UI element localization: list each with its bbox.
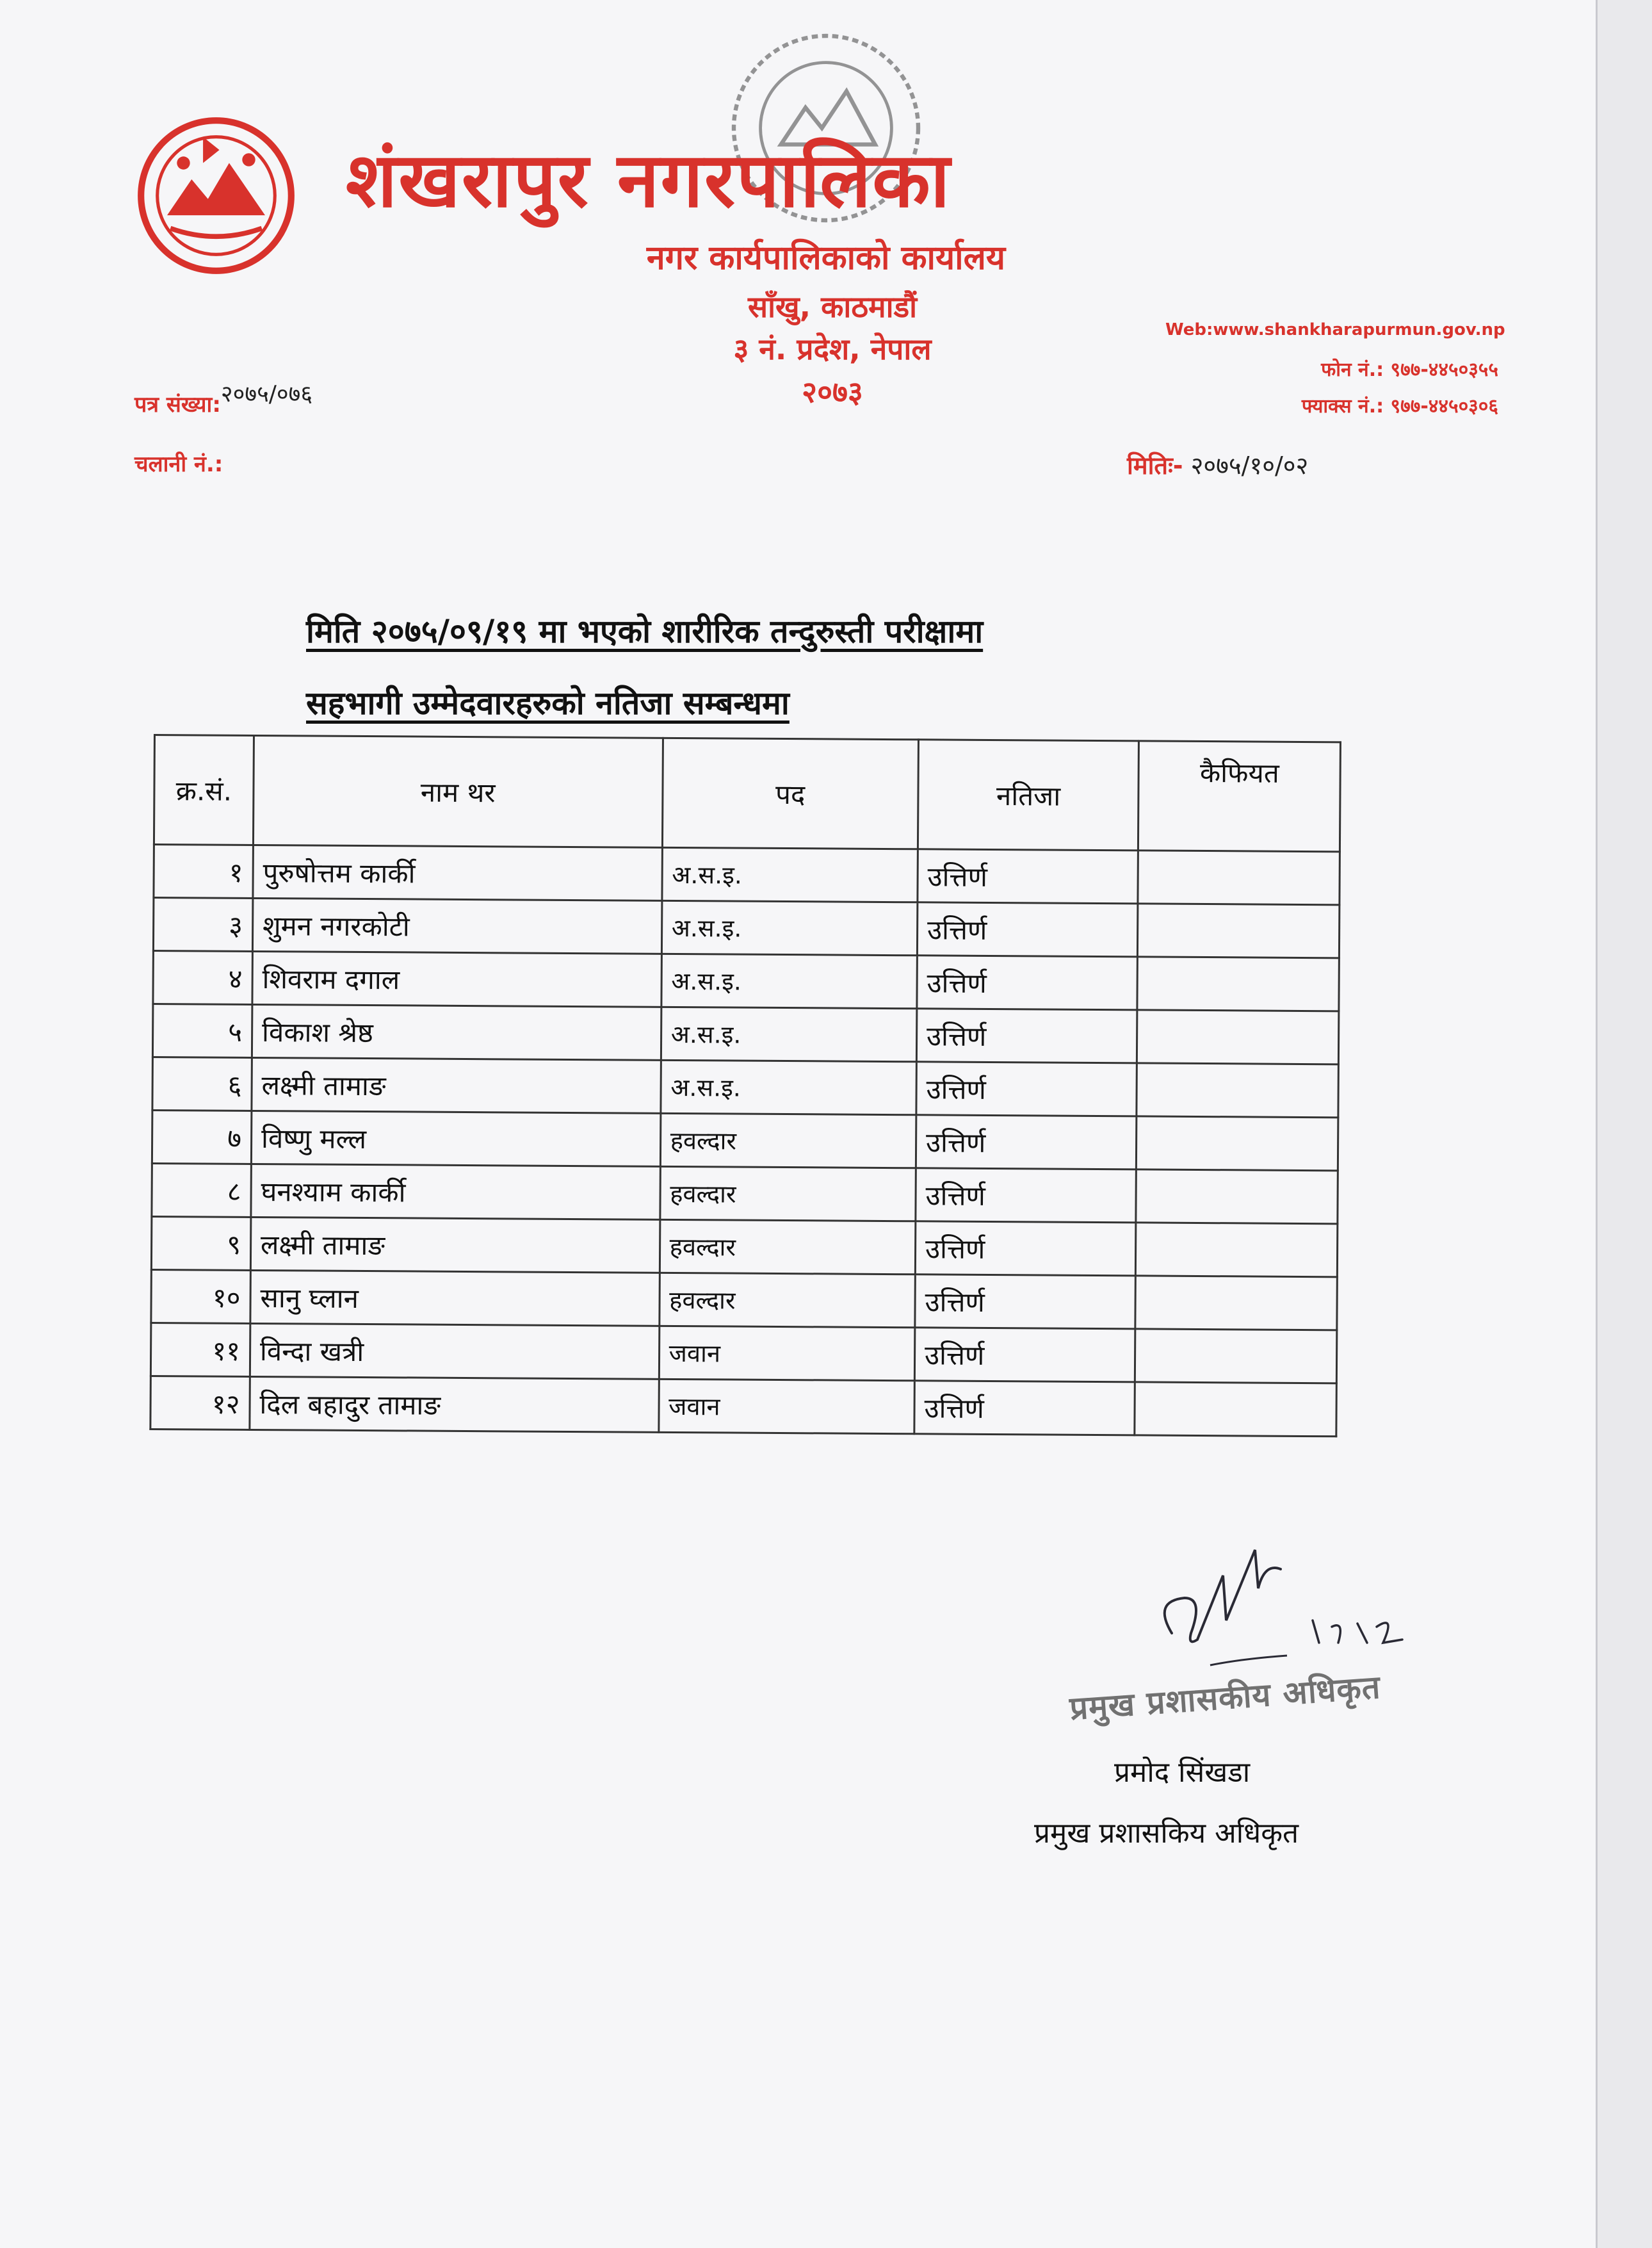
row-result: उत्तिर्ण bbox=[914, 1381, 1135, 1435]
handwritten-signature bbox=[1127, 1537, 1434, 1684]
row-post: अ.स.इ. bbox=[661, 954, 918, 1008]
row-name: लक्ष्मी तामाङ bbox=[250, 1217, 660, 1273]
row-serial: १ bbox=[154, 845, 253, 899]
subject-line-2: सहभागी उम्मेदवारहरुको नतिजा सम्बन्धमा bbox=[306, 685, 790, 722]
row-name: शुमन नगरकोटी bbox=[252, 898, 661, 954]
row-remarks bbox=[1137, 1116, 1338, 1171]
row-remarks bbox=[1136, 1169, 1338, 1224]
row-post: जवान bbox=[659, 1326, 915, 1380]
header-name: नाम थर bbox=[253, 735, 663, 847]
row-post: अ.स.इ. bbox=[661, 1007, 917, 1061]
row-result: उत्तिर्ण bbox=[918, 849, 1138, 904]
table-row bbox=[152, 1004, 1338, 1064]
header-post: पद bbox=[662, 738, 918, 849]
row-name: विन्दा खत्री bbox=[250, 1323, 659, 1379]
row-name: लक्ष्मी तामाङ bbox=[252, 1057, 661, 1113]
header-year: २०७३ bbox=[802, 375, 863, 409]
date-value: २०७५/१०/०२ bbox=[1190, 452, 1309, 480]
row-remarks bbox=[1135, 1329, 1337, 1383]
subject-line-1: मिति २०७५/०९/१९ मा भएको शारीरिक तन्दुरुस्ती परीक्षामा bbox=[306, 613, 984, 650]
signatory-title: प्रमुख प्रशासकिय अधिकृत bbox=[1034, 1817, 1299, 1850]
row-serial: ४ bbox=[153, 951, 252, 1005]
address-line-1: साँखु, काठमाडौं bbox=[747, 289, 918, 324]
fax-number: फ्याक्स नं.: ९७७-४४५०३०६ bbox=[1301, 395, 1498, 418]
row-post: अ.स.इ. bbox=[662, 847, 918, 902]
row-remarks bbox=[1137, 1063, 1338, 1118]
phone-number: फोन नं.: ९७७-४४५०३५५ bbox=[1321, 359, 1498, 381]
dispatch-number-label: चलानी नं.: bbox=[134, 452, 223, 477]
row-post: जवान bbox=[658, 1379, 914, 1433]
table-row bbox=[153, 951, 1339, 1011]
row-result: उत्तिर्ण bbox=[916, 1009, 1137, 1063]
row-name: शिवराम दगाल bbox=[252, 951, 661, 1007]
website-link[interactable]: Web:www.shankharapurmun.gov.np bbox=[1165, 320, 1505, 339]
row-name: विकाश श्रेष्ठ bbox=[252, 1004, 661, 1060]
table-row bbox=[150, 1323, 1336, 1383]
row-remarks bbox=[1138, 851, 1340, 905]
letter-number-value: २०७५/०७६ bbox=[220, 381, 313, 407]
row-result: उत्तिर्ण bbox=[916, 1168, 1137, 1223]
row-serial: ९ bbox=[151, 1216, 250, 1270]
row-post: अ.स.इ. bbox=[661, 900, 918, 955]
row-remarks bbox=[1135, 1382, 1336, 1437]
table-row bbox=[154, 845, 1340, 905]
header-result: नतिजा bbox=[918, 740, 1138, 851]
table-row bbox=[152, 1110, 1338, 1170]
table-header-row bbox=[154, 735, 1340, 852]
letter-number bbox=[134, 381, 313, 419]
row-serial: ८ bbox=[152, 1163, 251, 1217]
address-line-2: ३ नं. प्रदेश, नेपाल bbox=[733, 332, 932, 366]
table-row bbox=[152, 1057, 1338, 1117]
row-serial: ५ bbox=[152, 1004, 252, 1058]
scan-edge bbox=[1596, 0, 1652, 2248]
table-row bbox=[151, 1269, 1337, 1330]
office-name: नगर कार्यपालिकाको कार्यालय bbox=[646, 239, 1006, 277]
row-result: उत्तिर्ण bbox=[914, 1328, 1135, 1382]
row-remarks bbox=[1138, 904, 1340, 958]
row-remarks bbox=[1137, 1010, 1339, 1064]
row-serial: १२ bbox=[150, 1376, 250, 1429]
row-serial: १० bbox=[151, 1269, 250, 1323]
municipality-name: शंखरापुर नगरपालिका bbox=[346, 136, 952, 224]
row-post: हवल्दार bbox=[660, 1113, 916, 1168]
row-remarks bbox=[1135, 1276, 1337, 1330]
row-result: उत्तिर्ण bbox=[916, 1115, 1137, 1169]
row-remarks bbox=[1137, 957, 1339, 1011]
row-serial: ३ bbox=[153, 898, 252, 952]
row-result: उत्तिर्ण bbox=[915, 1275, 1136, 1329]
row-remarks bbox=[1136, 1223, 1338, 1277]
letter-date bbox=[1127, 448, 1308, 482]
row-result: उत्तिर्ण bbox=[917, 902, 1138, 957]
row-result: उत्तिर्ण bbox=[916, 1062, 1137, 1116]
row-name: विष्णु मल्ल bbox=[251, 1111, 660, 1166]
header-remarks: कैफियत bbox=[1138, 741, 1341, 852]
row-name: पुरुषोत्तम कार्की bbox=[253, 845, 662, 900]
results-table bbox=[149, 734, 1341, 1437]
row-post: हवल्दार bbox=[660, 1273, 916, 1327]
table-row bbox=[152, 1163, 1338, 1223]
table-body bbox=[150, 845, 1340, 1437]
table-row bbox=[150, 1376, 1336, 1436]
row-result: उत्तिर्ण bbox=[915, 1221, 1136, 1276]
row-name: घनश्याम कार्की bbox=[251, 1164, 660, 1219]
row-post: अ.स.इ. bbox=[661, 1060, 917, 1114]
row-name: दिल बहादुर तामाङ bbox=[250, 1376, 659, 1432]
table-row bbox=[151, 1216, 1337, 1276]
row-serial: ११ bbox=[150, 1323, 250, 1376]
row-name: सानु घ्लान bbox=[250, 1270, 660, 1326]
nepal-emblem-icon bbox=[134, 114, 298, 277]
signatory-name: प्रमोद सिंखडा bbox=[1114, 1756, 1251, 1789]
row-post: हवल्दार bbox=[660, 1166, 916, 1221]
letter-number-label: पत्र संख्या: bbox=[134, 392, 221, 418]
row-serial: ७ bbox=[152, 1110, 251, 1164]
row-post: हवल्दार bbox=[660, 1219, 916, 1274]
row-result: उत्तिर्ण bbox=[917, 956, 1138, 1010]
date-label: मितिः- bbox=[1127, 452, 1183, 480]
row-serial: ६ bbox=[152, 1057, 252, 1111]
header-serial: क्र.सं. bbox=[154, 735, 254, 845]
table-row bbox=[153, 898, 1339, 958]
designation-stamp: प्रमुख प्रशासकीय अधिकृत bbox=[1068, 1668, 1382, 1727]
